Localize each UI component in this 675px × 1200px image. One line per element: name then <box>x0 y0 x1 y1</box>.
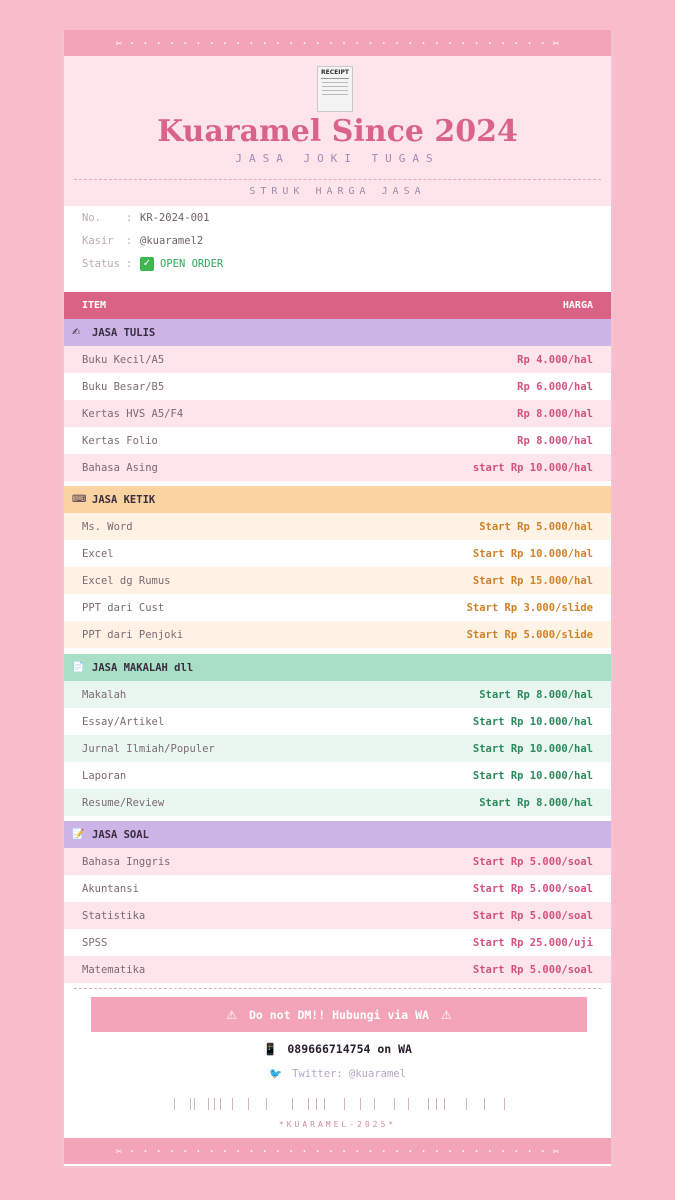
barcode-bar <box>374 1098 375 1110</box>
price-row <box>64 454 611 481</box>
item-name: Akuntansi <box>82 882 139 895</box>
item-name: Excel dg Rumus <box>82 574 171 587</box>
order-info <box>82 206 582 275</box>
price-row <box>64 708 611 735</box>
item-name: Excel <box>82 547 114 560</box>
item-price: Start Rp 10.000/hal <box>472 769 593 782</box>
item-name: Ms. Word <box>82 520 133 533</box>
item-name: Kertas Folio <box>82 434 158 447</box>
price-row <box>64 902 611 929</box>
barcode-bar <box>308 1098 309 1110</box>
barcode-bar <box>444 1098 445 1110</box>
item-name: Buku Kecil/A5 <box>82 353 165 366</box>
warning-banner <box>91 997 587 1032</box>
item-price: Start Rp 8.000/hal <box>479 688 593 701</box>
item-name: Kertas HVS A5/F4 <box>82 407 184 420</box>
receipt-logo-icon <box>317 66 353 112</box>
item-price: Start Rp 3.000/slide <box>466 601 593 614</box>
item-price: start Rp 10.000/hal <box>472 461 593 474</box>
receipt-code: *KUARAMEL-2025* <box>278 1120 397 1129</box>
info-row-no <box>82 206 582 229</box>
section-icon: 📄 <box>72 662 85 673</box>
kasir-value: @kuaramel2 <box>140 234 204 247</box>
item-name: PPT dari Cust <box>82 601 165 614</box>
section-jasa-tulis <box>64 319 611 481</box>
item-price: Rp 6.000/hal <box>517 380 593 393</box>
scissors-line: ✂ · · · · · · · · · · · · · · · · · · · · · · · · · · · · · · · · ✂ <box>115 1144 560 1158</box>
warning-icon: ⚠ <box>226 1007 237 1022</box>
item-price: Start Rp 5.000/soal <box>472 909 593 922</box>
scissors-line: ✂ · · · · · · · · · · · · · · · · · · · · · · · · · · · · · · · · ✂ <box>115 36 560 50</box>
barcode-bar <box>174 1098 175 1110</box>
price-row <box>64 681 611 708</box>
price-row <box>64 762 611 789</box>
receipt-subtitle: STRUK HARGA JASA <box>249 186 426 197</box>
barcode-bar <box>360 1098 361 1110</box>
item-price: Rp 8.000/hal <box>517 434 593 447</box>
barcode-bar <box>428 1098 429 1110</box>
barcode-bar <box>408 1098 409 1110</box>
price-row <box>64 594 611 621</box>
price-row <box>64 346 611 373</box>
section-jasa-soal <box>64 821 611 983</box>
barcode-bar <box>220 1098 221 1110</box>
item-price: Start Rp 5.000/soal <box>472 855 593 868</box>
item-price: Rp 8.000/hal <box>517 407 593 420</box>
item-price: Start Rp 5.000/soal <box>472 963 593 976</box>
section-jasa-ketik <box>64 486 611 648</box>
phone-text: 089666714754 on WA <box>287 1042 412 1056</box>
receipt-card <box>62 30 613 1168</box>
barcode-bar <box>208 1098 209 1110</box>
barcode-bar <box>194 1098 195 1110</box>
section-title: JASA SOAL <box>92 828 149 841</box>
item-name: Bahasa Inggris <box>82 855 171 868</box>
whatsapp-contact[interactable] <box>64 1042 611 1056</box>
price-row <box>64 513 611 540</box>
barcode-bar <box>436 1098 437 1110</box>
info-row-status <box>82 252 582 275</box>
item-name: Jurnal Ilmiah/Populer <box>82 742 215 755</box>
section-icon: ⌨ <box>72 494 87 505</box>
colon: : <box>126 234 133 247</box>
item-price: Start Rp 25.000/uji <box>472 936 593 949</box>
barcode-bar <box>214 1098 215 1110</box>
item-name: Buku Besar/B5 <box>82 380 165 393</box>
barcode-bar <box>344 1098 345 1110</box>
price-row <box>64 400 611 427</box>
table-header <box>64 292 611 319</box>
item-price: Start Rp 8.000/hal <box>479 796 593 809</box>
item-price: Start Rp 10.000/hal <box>472 742 593 755</box>
item-price: Start Rp 10.000/hal <box>472 715 593 728</box>
item-name: Laporan <box>82 769 127 782</box>
item-price: Start Rp 15.000/hal <box>472 574 593 587</box>
section-title: JASA TULIS <box>92 326 156 339</box>
price-row <box>64 621 611 648</box>
price-row <box>64 373 611 400</box>
info-row-kasir <box>82 229 582 252</box>
item-name: SPSS <box>82 936 108 949</box>
item-name: PPT dari Penjoki <box>82 628 184 641</box>
cut-line-top <box>64 30 611 56</box>
status-value: OPEN ORDER <box>160 257 224 270</box>
price-row <box>64 848 611 875</box>
price-row <box>64 956 611 983</box>
colon: : <box>126 211 133 224</box>
no-label: No. <box>82 211 101 224</box>
item-name: Essay/Artikel <box>82 715 165 728</box>
barcode <box>174 1098 504 1110</box>
item-name: Resume/Review <box>82 796 165 809</box>
item-name: Statistika <box>82 909 146 922</box>
item-header: ITEM <box>82 300 107 311</box>
receipt-header <box>64 56 611 206</box>
section-header <box>64 319 611 346</box>
barcode-bar <box>292 1098 293 1110</box>
colon: : <box>126 257 133 270</box>
item-name: Makalah <box>82 688 127 701</box>
tagline: JASA JOKI TUGAS <box>235 152 440 165</box>
barcode-bar <box>266 1098 267 1110</box>
twitter-text: Twitter: @kuaramel <box>292 1068 406 1080</box>
divider <box>74 988 601 989</box>
price-row <box>64 929 611 956</box>
barcode-bar <box>248 1098 249 1110</box>
check-icon: ✓ <box>140 257 154 271</box>
price-row <box>64 567 611 594</box>
divider <box>74 179 601 180</box>
section-icon: 📝 <box>72 829 85 840</box>
twitter-contact[interactable] <box>64 1067 611 1080</box>
item-name: Matematika <box>82 963 146 976</box>
item-price: Start Rp 5.000/hal <box>479 520 593 533</box>
price-row <box>64 540 611 567</box>
section-header <box>64 821 611 848</box>
barcode-bar <box>394 1098 395 1110</box>
status-label: Status <box>82 257 120 270</box>
no-value: KR-2024-001 <box>140 211 210 224</box>
price-row <box>64 427 611 454</box>
cut-line-bottom <box>64 1138 611 1164</box>
section-header <box>64 486 611 513</box>
barcode-bar <box>466 1098 467 1110</box>
price-row <box>64 875 611 902</box>
section-jasa-makalah-dll <box>64 654 611 816</box>
warning-icon: ⚠ <box>441 1007 452 1022</box>
item-price: Start Rp 5.000/soal <box>472 882 593 895</box>
price-row <box>64 789 611 816</box>
price-row <box>64 735 611 762</box>
phone-icon: 📱 <box>263 1042 278 1056</box>
item-price: Rp 4.000/hal <box>517 353 593 366</box>
section-header <box>64 654 611 681</box>
price-header: HARGA <box>562 300 593 311</box>
item-price: Start Rp 5.000/slide <box>466 628 593 641</box>
kasir-label: Kasir <box>82 234 114 247</box>
item-price: Start Rp 10.000/hal <box>472 547 593 560</box>
item-name: Bahasa Asing <box>82 461 158 474</box>
warning-text: Do not DM!! Hubungi via WA <box>248 1007 429 1022</box>
brand-title: Kuaramel Since 2024 <box>157 114 518 149</box>
bird-icon: 🐦 <box>269 1068 283 1080</box>
barcode-bar <box>504 1098 505 1110</box>
barcode-bar <box>324 1098 325 1110</box>
section-icon: ✍ <box>72 327 81 338</box>
barcode-bar <box>484 1098 485 1110</box>
barcode-bar <box>316 1098 317 1110</box>
section-title: JASA KETIK <box>92 493 156 506</box>
barcode-bar <box>190 1098 191 1110</box>
section-title: JASA MAKALAH dll <box>92 661 194 674</box>
barcode-bar <box>232 1098 233 1110</box>
logo-text: RECEIPT <box>321 69 349 76</box>
